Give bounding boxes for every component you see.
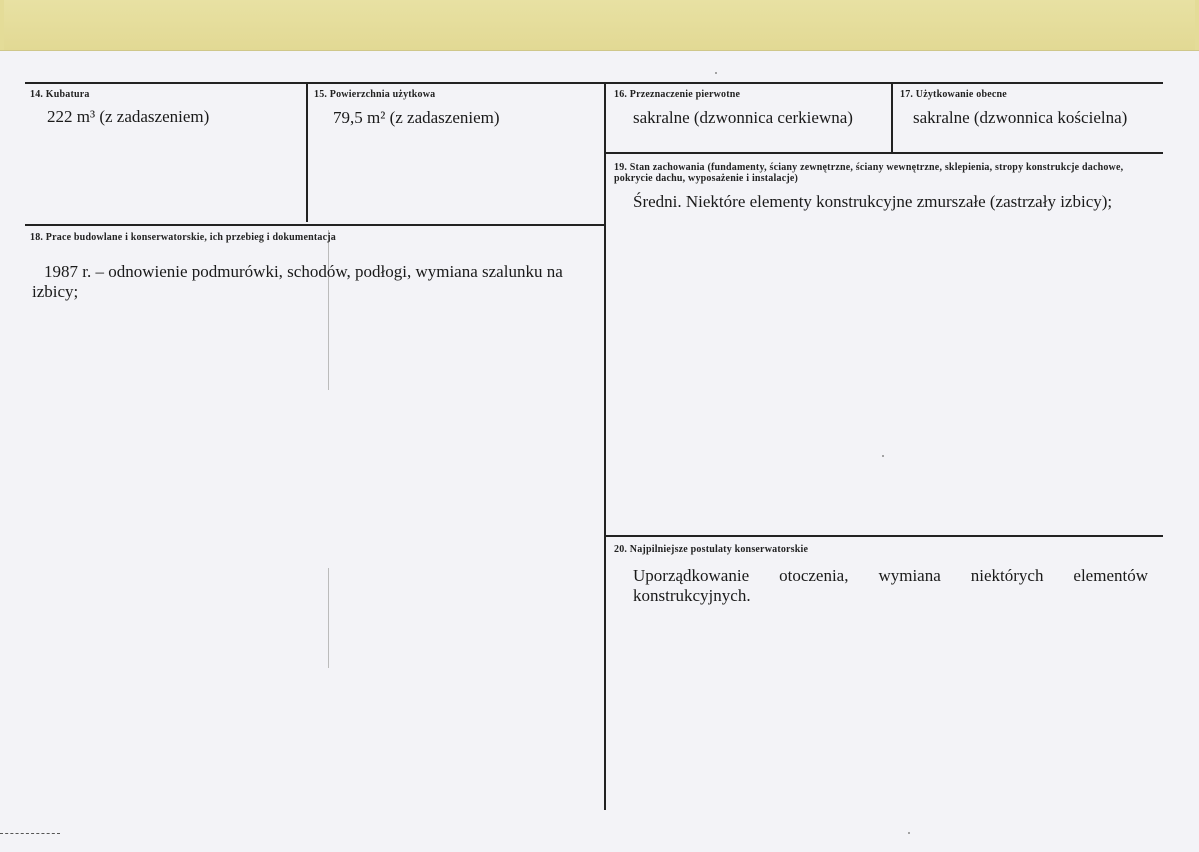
scan-speck [715, 72, 717, 74]
fold-line-lower [328, 568, 329, 668]
divider-16-17 [891, 82, 893, 152]
header-band [0, 0, 1199, 51]
field-17-value: sakralne (dzwonnica kościelna) [913, 108, 1128, 127]
field-19-value: Średni. Niektóre elementy konstrukcyjne zmurszałe (zastrzały izbicy); [633, 192, 1113, 211]
field-18-value: 1987 r. – odnowienie podmurówki, schodów, podłogi, wymiana szalunku na izbicy; [32, 262, 563, 301]
field-16-label: 16. Przeznaczenie pierwotne [614, 89, 741, 100]
rule-above-20 [606, 535, 1163, 537]
fold-line [328, 230, 329, 390]
field-17-label: 17. Użytkowanie obecne [900, 89, 1007, 100]
scan-speck [908, 832, 910, 834]
field-14-label: 14. Kubatura [30, 89, 90, 100]
field-16-value: sakralne (dzwonnica cerkiewna) [633, 108, 853, 127]
row1-top-rule [25, 82, 1163, 84]
field-15-label: 15. Powierzchnia użytkowa [314, 89, 436, 100]
field-20-value: Uporządkowanie otoczenia, wymiana niektórych elementów konstrukcyjnych. [633, 566, 1148, 605]
field-19-label: 19. Stan zachowania (fundamenty, ściany zewnętrzne, ściany wewnętrzne, sklepienia, stropy konstrukcje dachowe, pokrycie dachu, wyposażenie i instalacje) [614, 162, 1124, 184]
rule-above-18 [25, 224, 605, 226]
field-20-label: 20. Najpilniejsze postulaty konserwatorskie [614, 544, 809, 555]
bottom-edge-mark [0, 833, 60, 834]
scan-speck [882, 455, 884, 457]
field-18-label: 18. Prace budowlane i konserwatorskie, ich przebieg i dokumentacja [30, 232, 336, 243]
field-14-value: 222 m³ (z zadaszeniem) [47, 107, 210, 126]
center-divider [604, 82, 606, 810]
header-band-fill [4, 0, 1195, 50]
divider-14-15 [306, 82, 308, 222]
rule-above-19 [606, 152, 1163, 154]
field-15-value: 79,5 m² (z zadaszeniem) [333, 108, 500, 127]
